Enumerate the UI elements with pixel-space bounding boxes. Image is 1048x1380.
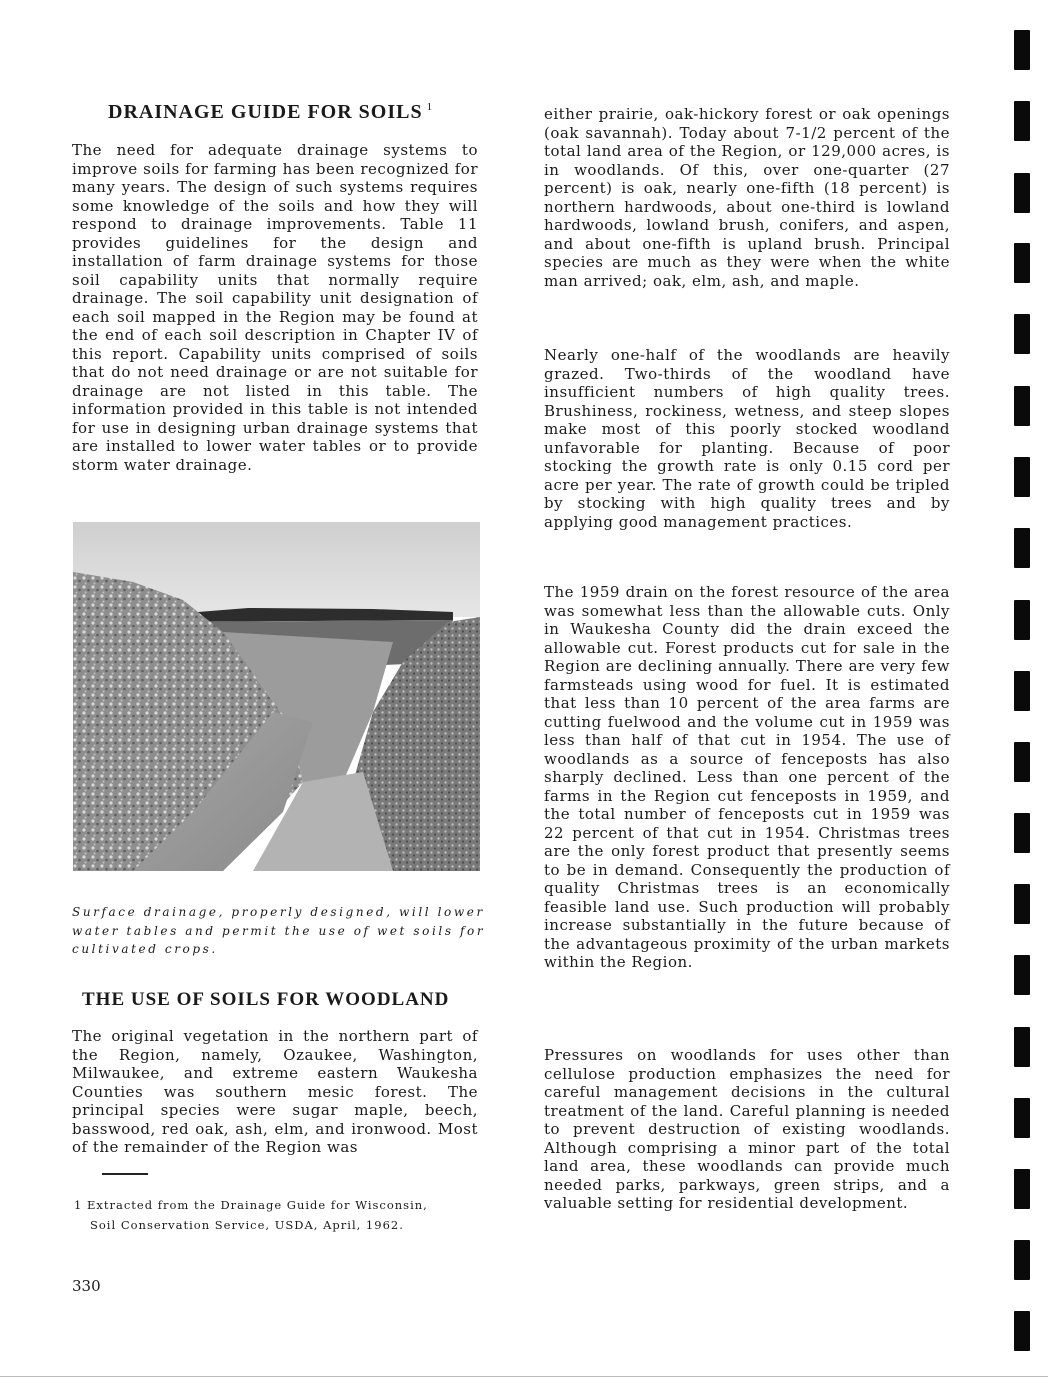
binding-hole-mark — [1014, 101, 1030, 141]
page-bottom-edge — [0, 1376, 1048, 1377]
binding-hole-mark — [1014, 386, 1030, 426]
binding-hole-mark — [1014, 955, 1030, 995]
binding-hole-mark — [1014, 173, 1030, 213]
binding-hole-mark — [1014, 314, 1030, 354]
footnote-line-1: 1 Extracted from the Drainage Guide for Wisconsin, — [74, 1198, 428, 1212]
binding-hole-mark — [1014, 1169, 1030, 1209]
page-number: 330 — [72, 1277, 101, 1295]
binding-hole-mark — [1014, 243, 1030, 283]
woodland-intro-paragraph: The original vegetation in the northern part of the Region, namely, Ozaukee, Washington, Milwaukee, and extreme eastern Waukesha Counties was southern mesic forest. The principal species were sugar maple, beech, basswood, red oak, ash, elm, and ironwood. Most of the remainder of the Region was — [72, 1027, 478, 1156]
drainage-guide-heading-text: DRAINAGE GUIDE FOR SOILS — [108, 101, 423, 123]
binding-hole-mark — [1014, 884, 1030, 924]
forest-resource-drain-paragraph: The 1959 drain on the forest resource of the area was somewhat less than the allowable cuts. Only in Waukesha County did the drain exceed the allowable cut. Forest products cut for sale in the Region are declining annually. There are very few farmsteads using wood for fuel. It is estimated that less than 10 percent of the area farms are cutting fuelwood and the volume cut in 1959 was less than half of that cut in 1954. The use of woodlands as a source of fenceposts has also sharply declined. Less than one percent of the farms in the Region cut fenceposts in 1959, and the total number of fenceposts cut in 1959 was 22 percent of that cut in 1954. Christmas trees are the only forest product that presently seems to be in demand. Consequently the production of quality Christmas trees is an economically feasible land use. Such production will probably increase substantially in the future because of the advantageous proximity of the urban markets within the Region. — [544, 583, 950, 971]
woodland-composition-paragraph: either prairie, oak-hickory forest or oak openings (oak savannah). Today about 7-1/2 percent of the total land area of the Region, or 129,000 acres, is in woodlands. Of this, over one-quarter (27 percent) is oak, nearly one-fifth (18 percent) is northern hardwoods, about one-third is lowland hardwoods, lowland brush, conifers, and aspen, and about one-fifth is upland brush. Principal species are much as they were when the white man arrived; oak, elm, ash, and maple. — [544, 105, 950, 290]
woodland-grazing-paragraph: Nearly one-half of the woodlands are heavily grazed. Two-thirds of the woodland have insufficient numbers of high quality trees. Brushiness, rockiness, wetness, and steep slopes make most of this poorly stocked woodland unfavorable for planting. Because of poor stocking the growth rate is only 0.15 cord per acre per year. The rate of growth could be tripled by stocking with high quality trees and by applying good management practices. — [544, 346, 950, 531]
drainage-ditch-photo — [73, 522, 480, 871]
drainage-guide-heading — [108, 101, 433, 124]
binding-hole-mark — [1014, 1027, 1030, 1067]
footnote — [74, 1195, 494, 1235]
binding-hole-mark — [1014, 457, 1030, 497]
binding-hole-mark — [1014, 1240, 1030, 1280]
footnote-line-2: Soil Conservation Service, USDA, April, 1962. — [90, 1218, 404, 1232]
woodland-heading: THE USE OF SOILS FOR WOODLAND — [82, 989, 450, 1010]
binding-hole-mark — [1014, 813, 1030, 853]
binding-hole-mark — [1014, 1098, 1030, 1138]
photo-caption: Surface drainage, properly designed, will lower water tables and permit the use of wet soils for cultivated crops. — [72, 905, 486, 956]
binding-hole-mark — [1014, 528, 1030, 568]
drainage-guide-paragraph: The need for adequate drainage systems to improve soils for farming has been recognized for many years. The design of such systems requires some knowledge of the soils and how they will respond to drainage improvements. Table 11 provides guidelines for the design and installation of farm drainage systems for those soil capability units that normally require drainage. The soil capability unit designation of each soil mapped in the Region may be found at the end of each soil description in Chapter IV of this report. Capability units comprised of soils that do not need drainage or are not suitable for drainage are not listed in this table. The information provided in this table is not intended for use in designing urban drainage systems that are installed to lower water tables or to provide storm water drainage. — [72, 141, 478, 474]
binding-hole-mark — [1014, 671, 1030, 711]
binding-hole-mark — [1014, 600, 1030, 640]
woodland-pressures-paragraph: Pressures on woodlands for uses other than cellulose production emphasizes the need for careful management decisions in the cultural treatment of the land. Careful planning is needed to prevent destruction of existing woodlands. Although comprising a minor part of the total land area, these woodlands can provide much needed parks, parkways, green strips, and a valuable setting for residential development. — [544, 1046, 950, 1212]
binding-hole-mark — [1014, 30, 1030, 70]
footnote-reference-marker: 1 — [426, 101, 434, 113]
binding-hole-mark — [1014, 1311, 1030, 1351]
binding-hole-mark — [1014, 742, 1030, 782]
footnote-separator — [102, 1173, 148, 1175]
